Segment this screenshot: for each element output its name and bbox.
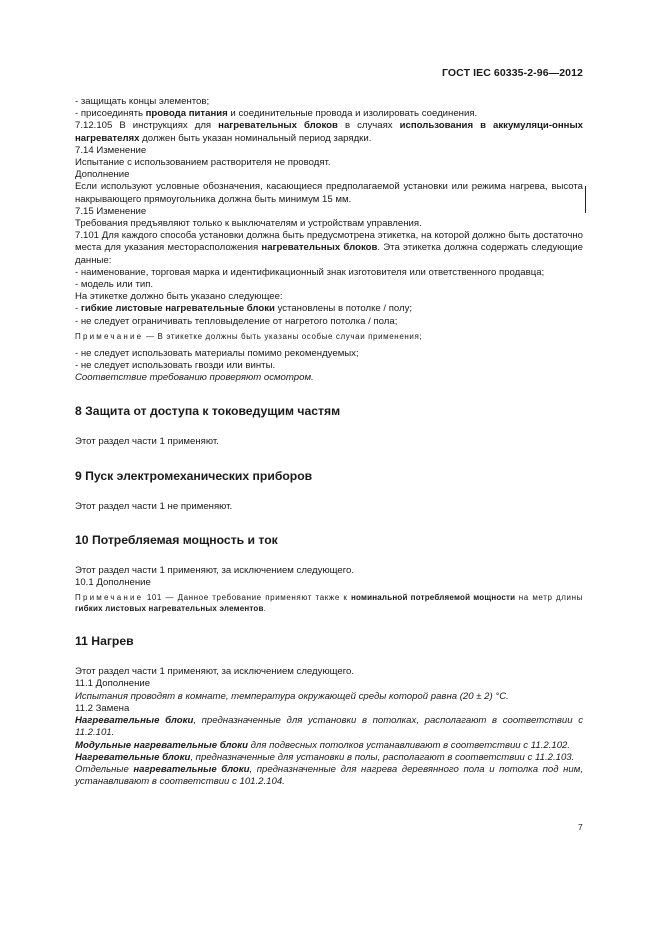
paragraph: Испытания проводят в комнате, температура окружающей среды которой равна (20 ± 2) °С. (75, 690, 509, 702)
clause-heading: 7.15 Изменение (75, 205, 147, 217)
section-11-heading: 11 Нагрев (75, 634, 134, 649)
clause-heading: Дополнение (75, 169, 130, 181)
text: - присоединять (75, 108, 146, 120)
term: гибких листовых нагревательных элементов (75, 604, 264, 614)
term: нагревательные блоки (133, 763, 250, 775)
document-code-header: ГОСТ IEC 60335-2-96—2012 (441, 67, 583, 79)
text: должен быть указан номинальный период зарядки. (139, 132, 372, 144)
paragraph: Этот раздел части 1 применяют, за исключением следующего. (75, 666, 355, 678)
text: - (75, 303, 81, 315)
text: , предназначенные для установки в полы, располагают в соответствии с 11.2.103. (190, 751, 575, 763)
text: установлены в потолке / полу; (274, 303, 413, 315)
term: использования в аккумуляци-онных нагревателях (75, 120, 583, 144)
list-item (75, 303, 583, 315)
clause-heading: 11.1 Дополнение (75, 678, 151, 690)
text: и соединительные провода и изолировать соединения. (227, 108, 478, 120)
note-label: Примечание (75, 331, 144, 341)
note-101 (75, 592, 583, 614)
paragraph (75, 740, 583, 752)
section-9-heading: 9 Пуск электромеханических приборов (75, 468, 313, 483)
text: , предназначенные для установки в потолках, располагают в соответствии с 11.2.101. (75, 715, 583, 739)
page-content (75, 96, 583, 788)
paragraph: Если используют условные обозначения, касающиеся предполагаемой установки или режима нагрева, высота накрывающего прямоугольника должна быть минимум 15 мм. (75, 181, 583, 205)
clause-7-12-105 (75, 120, 583, 144)
page-number: 7 (578, 822, 583, 832)
text: Отдельные (75, 763, 134, 775)
note-text: — В этикетке должны быть указаны особые случаи применения; (143, 331, 423, 341)
paragraph: Испытание с использованием растворителя не проводят. (75, 157, 331, 169)
list-item: - не следует использовать материалы помимо рекомендуемых; (75, 347, 359, 359)
term: Нагревательные блоки (75, 715, 194, 727)
term: нагревательных блоков (218, 120, 338, 132)
list-item: - не следует использовать гвозди или винты. (75, 360, 276, 372)
note-text: . (263, 604, 267, 614)
paragraph (75, 715, 583, 739)
text: для подвесных потолков устанавливают в соответствии с 11.2.102. (247, 739, 571, 751)
paragraph: Этот раздел части 1 не применяют. (75, 500, 233, 512)
section-10-heading: 10 Потребляемая мощность и ток (75, 532, 278, 547)
text: . Эта этикетка должна содержать следующие данные: (75, 242, 583, 266)
note-label: Примечание (75, 593, 144, 603)
term: Модульные нагревательные блоки (75, 739, 248, 751)
list-item: - защищать концы элементов; (75, 96, 210, 107)
compliance-text: Соответствие требованию проверяют осмотром. (75, 372, 314, 384)
paragraph (75, 752, 583, 764)
list-item: - модель или тип. (75, 279, 154, 291)
paragraph: На этикетке должно быть указано следующее: (75, 291, 283, 303)
term: Нагревательные блоки (75, 751, 191, 763)
text: в случаях (337, 120, 400, 132)
term: гибкие листовые нагревательные блоки (80, 303, 275, 315)
text: 7.12.105 В инструкциях для (75, 120, 219, 132)
note-text: на метр длины (515, 593, 583, 603)
term: номинальной потребляемой мощности (351, 593, 516, 603)
list-item: - наименование, торговая марка и идентификационный знак изготовителя или ответственного продавца; (75, 266, 545, 278)
text: 7.101 Для каждого способа установки должна быть предусмотрена этикетка, на которой должно быть достаточно места для указания месторасположения (75, 230, 583, 254)
text: , предназначенные для нагрева деревянного пола и потолка под ним, устанавливают в соответствии с 101.2.104. (75, 763, 583, 788)
paragraph (75, 764, 583, 788)
list-item: - не следует ограничивать тепловыделение от нагретого потолка / пола; (75, 315, 398, 327)
note (75, 331, 583, 342)
paragraph: Этот раздел части 1 применяют. (75, 436, 219, 448)
clause-7-101 (75, 230, 583, 267)
paragraph: Требования предъявляют только к выключателям и устройствам управления. (75, 218, 422, 230)
clause-heading: 7.14 Изменение (75, 144, 147, 156)
term: провода питания (145, 108, 228, 120)
list-item (75, 108, 583, 120)
clause-heading: 10.1 Дополнение (75, 577, 151, 589)
change-bar (585, 186, 586, 213)
note-text: 101 — Данное требование применяют также к (143, 593, 351, 603)
clause-heading: 11.2 Замена (75, 702, 130, 714)
term: нагревательных блоков (261, 242, 378, 254)
section-8-heading: 8 Защита от доступа к токоведущим частям (75, 404, 341, 419)
paragraph: Этот раздел части 1 применяют, за исключением следующего. (75, 564, 355, 576)
